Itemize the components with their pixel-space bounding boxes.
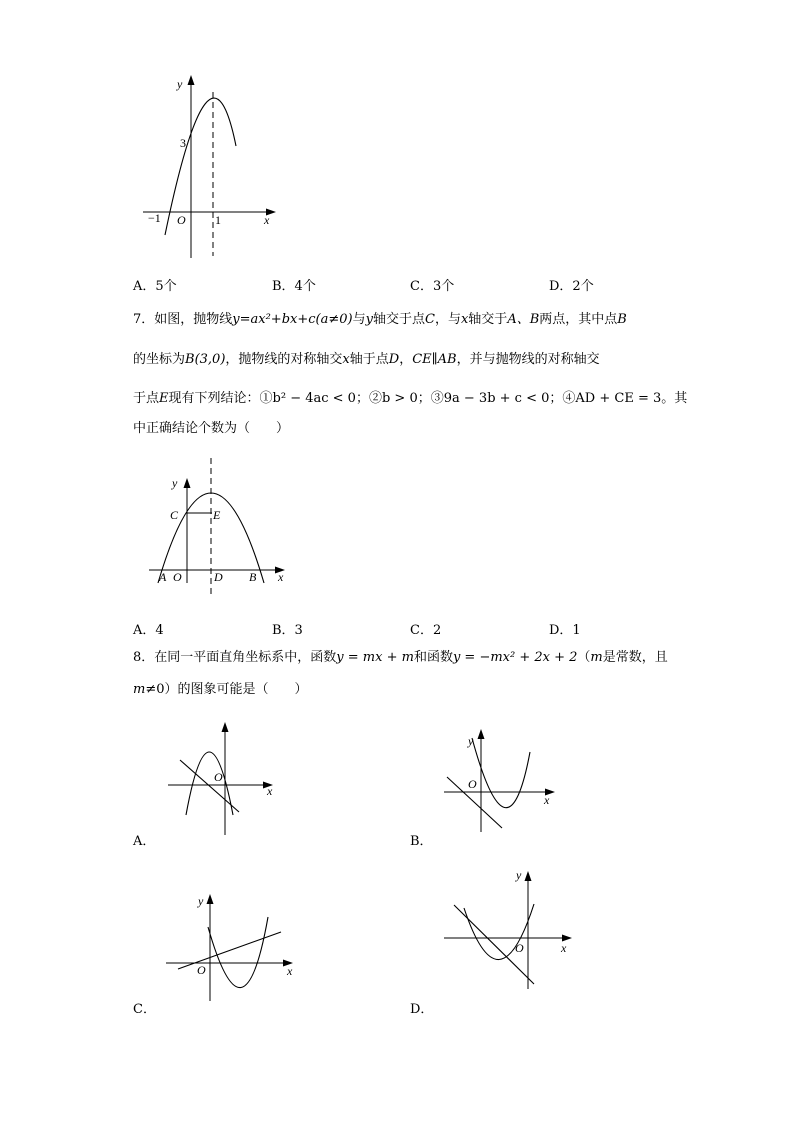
q8-graph-d — [438, 862, 583, 992]
q8c-label-x: x — [287, 964, 293, 978]
q6-label-1: 1 — [215, 213, 221, 227]
q8c-y-arrow — [207, 894, 214, 904]
q8c-label-y: y — [198, 894, 204, 908]
q8-graph-b — [438, 722, 568, 837]
q7-line-1: 7．如图，抛物线y=ax²+bx+c(a≠0)与y轴交于点C，与x轴交于A、B两点，其中点B — [133, 312, 627, 327]
q8a-label-x: x — [267, 784, 273, 798]
q6-graph — [135, 70, 285, 260]
q6-option-c[interactable]: C．3个 — [410, 279, 455, 294]
q7-graph — [145, 455, 295, 600]
q7-label-x: x — [278, 570, 284, 584]
q8a-label-o: O — [214, 770, 223, 784]
q8-option-a[interactable]: A． — [133, 834, 156, 849]
q8-option-b[interactable]: B． — [410, 834, 433, 849]
q8b-label-y: y — [468, 734, 474, 748]
q8d-y-arrow — [525, 871, 532, 881]
q8-line-1: 8．在同一平面直角坐标系中，函数y = mx + m和函数y = −mx² + 2x + 2（m是常数，且 — [133, 650, 668, 665]
q6-label-3: 3 — [180, 136, 186, 150]
q7-line-4: 中正确结论个数为（ ） — [133, 421, 290, 436]
q6-label-origin: O — [177, 213, 186, 227]
q6-option-b[interactable]: B．4个 — [272, 279, 316, 294]
q8b-label-x: x — [544, 793, 550, 807]
q8d-label-y: y — [516, 868, 522, 882]
q7-option-c[interactable]: C．2 — [410, 623, 442, 638]
q7-label-o: O — [173, 570, 182, 584]
q8-line-2: m≠0）的图象可能是（ ） — [133, 682, 308, 697]
q7-option-d[interactable]: D．1 — [549, 623, 581, 638]
q8b-label-o: O — [468, 777, 477, 791]
q8-graph-a — [160, 715, 290, 840]
q7-line-3: 于点E现有下列结论：①b² − 4ac < 0；②b > 0；③9a − 3b + c < 0；④AD + CE = 3。其 — [133, 391, 688, 406]
q8a-line — [180, 760, 239, 812]
q6-option-a[interactable]: A．5个 — [133, 279, 177, 294]
q8-option-d[interactable]: D． — [410, 1002, 434, 1017]
q6-label-x: x — [264, 213, 270, 227]
q7-option-b[interactable]: B．3 — [272, 623, 303, 638]
q7-label-e: E — [213, 508, 221, 522]
q8a-parabola — [186, 752, 233, 815]
q6-y-arrow — [188, 75, 195, 85]
q7-label-c: C — [170, 508, 179, 522]
q8a-y-arrow — [222, 722, 229, 732]
q7-label-d: D — [214, 570, 223, 584]
q8-graph-c — [160, 885, 305, 1005]
q7-line-2: 的坐标为B(3,0)，抛物线的对称轴交x轴于点D，CE∥AB，并与抛物线的对称轴交 — [133, 352, 600, 367]
q7-label-a: A — [159, 570, 167, 584]
q6-label-minus1: −1 — [148, 211, 161, 225]
q6-label-y: y — [177, 77, 183, 91]
q8b-y-arrow — [478, 729, 485, 739]
q7-label-b: B — [249, 570, 257, 584]
q8c-label-o: O — [197, 963, 206, 977]
q6-option-d[interactable]: D．2个 — [549, 279, 594, 294]
q7-label-y: y — [172, 476, 178, 490]
q6-parabola — [165, 98, 236, 235]
q8d-label-o: O — [515, 941, 524, 955]
q7-option-a[interactable]: A．4 — [133, 623, 164, 638]
q8-option-c[interactable]: C． — [133, 1002, 156, 1017]
q7-y-arrow — [184, 478, 191, 488]
q8c-parabola — [208, 917, 268, 988]
q8d-label-x: x — [561, 941, 567, 955]
